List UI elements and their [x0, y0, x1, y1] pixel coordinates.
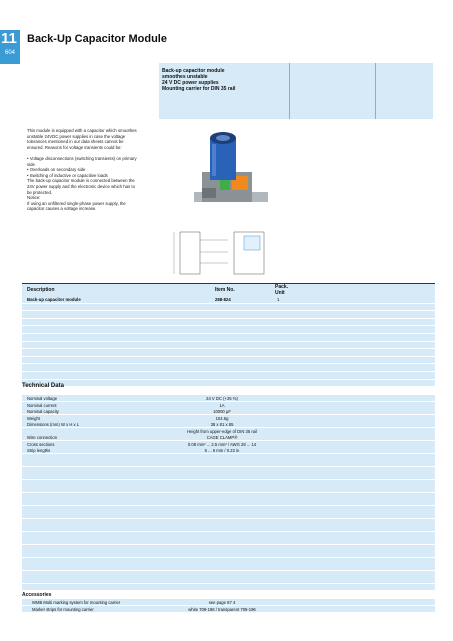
table-row: [22, 342, 435, 350]
description-line: If using an unfiltered single-phase power supply, the: [27, 200, 126, 206]
tech-label: Strip lengths: [27, 448, 51, 453]
product-header-box: [159, 63, 433, 119]
table-row: [22, 372, 435, 380]
accessory-row: Marker strips for mounting carrier white 709-198 / transparent 709-196: [22, 606, 435, 613]
accessory-row: WMB Multi marking system for mounting carrier see page 67 4: [22, 599, 435, 606]
table-row: [22, 349, 435, 357]
header-text-cell: [159, 63, 290, 119]
tech-label: Nominal voltage: [27, 396, 58, 401]
accessory-label: Marker strips for mounting carrier: [32, 607, 94, 612]
table-row: [22, 357, 435, 365]
table-row: [22, 296, 435, 304]
tech-row: Weight 104.6g: [22, 415, 435, 422]
tech-row: Dimensions (mm) W x H x L 38 x 81 x 85: [22, 421, 435, 428]
tech-label: Weight: [27, 415, 40, 421]
description-line: unstable 24VDC power supplies in case the voltage: [27, 133, 126, 139]
description-line: • Voltage disconnections (switching transients) on primary: [27, 156, 137, 161]
order-table-header: [22, 283, 435, 296]
table-row: [22, 326, 435, 334]
header-pack: Pack.: [275, 284, 289, 290]
description-line: be protected.: [27, 189, 53, 195]
description-line: This module is equipped with a capacitor which smoothes: [27, 128, 137, 133]
tech-row: Cross sections 0.08 mm² ... 2.5 mm² / AWG 28 ... 14: [22, 441, 435, 448]
description-line: side: [27, 161, 35, 167]
description-line: Notice:: [27, 195, 41, 201]
tech-row: Nominal voltage 24 V DC (+25 %): [22, 395, 435, 402]
description-line: capacitor causes a voltage increase.: [27, 206, 97, 212]
header-unit: Unit: [275, 290, 285, 296]
page-title: Back-Up Capacitor Module: [27, 33, 167, 45]
technical-heading: Technical Data: [22, 383, 64, 389]
accessories-heading: Accessories: [22, 592, 52, 598]
page-number: 604: [5, 50, 16, 56]
tech-row: Strip lengths 5 ... 6 mm / 0.22 in: [22, 447, 435, 454]
tech-row: Wire connection CAGE CLAMP®: [22, 434, 435, 441]
header-item-no: Item No.: [215, 287, 235, 293]
tech-label: Dimensions (mm) W x H x L: [27, 422, 80, 427]
dimension-drawing: [172, 230, 270, 276]
table-row: [22, 304, 435, 312]
tech-label: Wire connection: [27, 435, 58, 440]
description-line: ensured. Reasons for voltage transients could be:: [27, 144, 122, 150]
description-line: • Switching of inductive or capacitive loads: [27, 172, 108, 178]
table-row: [22, 364, 435, 372]
row-item-no: 288-824: [215, 297, 231, 302]
header-description: Description: [27, 287, 55, 293]
tech-row: Nominal current 1A: [22, 402, 435, 409]
header-empty-cell: [290, 63, 376, 119]
row-pack: 1: [277, 297, 280, 302]
chapter-number: 11: [1, 30, 17, 47]
table-row: [22, 311, 435, 319]
description-line: 24V power supply and the electronic device which has to: [27, 184, 135, 189]
tech-label: Cross sections: [27, 441, 55, 447]
table-row: [22, 380, 435, 388]
header-line: Back-up capacitor module: [162, 68, 225, 74]
tech-row: Nominal capacity 10000 µF: [22, 408, 435, 415]
product-photo: [192, 128, 270, 220]
header-line: Mounting carrier for DIN 35 rail: [162, 86, 236, 92]
description-line: The back-up capacitor module is connected between the: [27, 178, 135, 184]
description-line: • Overloads on secondary side: [27, 167, 86, 173]
table-row: [22, 319, 435, 327]
row-description: Back-up capacitor module: [27, 297, 81, 302]
chapter-tab: [0, 30, 20, 64]
tech-row: Height from upper-edge of DIN 35 rail: [22, 428, 435, 435]
table-row: [22, 334, 435, 342]
header-line: smoothes unstable: [162, 74, 208, 80]
tech-label: Nominal current: [27, 402, 57, 408]
description-line: tolerances mentioned in our data sheets cannot be: [27, 139, 124, 145]
order-table-body: [22, 296, 435, 387]
header-line: 24 V DC power supplies: [162, 80, 219, 86]
tech-label: Nominal capacity: [27, 409, 59, 414]
tech-row: [22, 584, 435, 591]
accessory-label: WMB Multi marking system for mounting carrier: [32, 600, 121, 605]
